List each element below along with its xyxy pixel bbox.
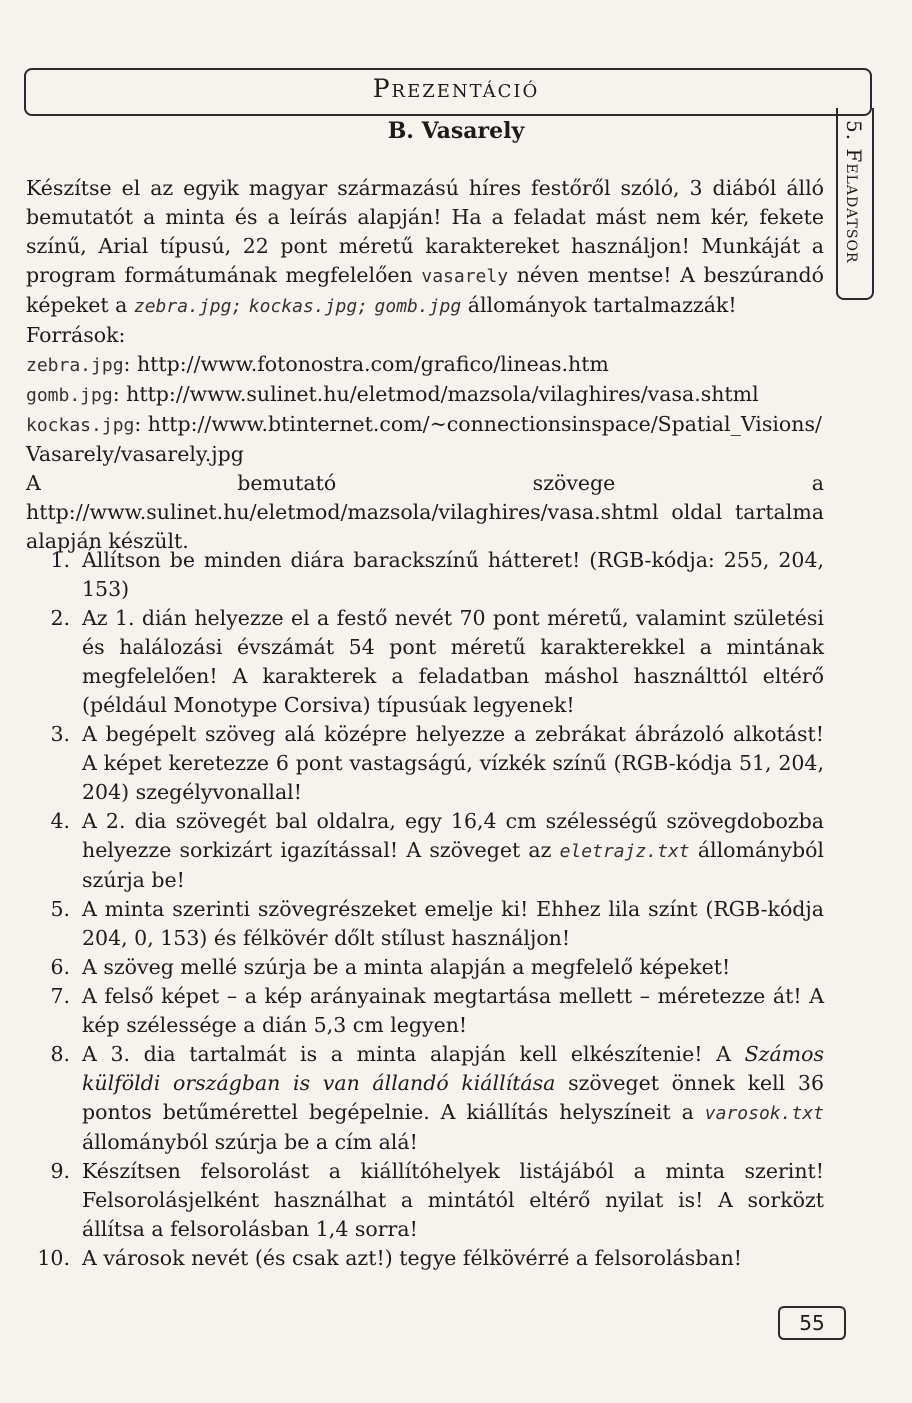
list-item: 9. Készítsen felsorolást a kiállítóhelyek listájából a minta szerint! Felsorolásjelként használhat a mintától eltérő nyilat is! A sorközt állítsa a felsorolásban 1,4 sorra! [50, 1159, 824, 1241]
list-item: 7. A felső képet – a kép arányainak megtartása mellett – méretezze át! A kép szélessége a dián 5,3 cm legyen! [50, 984, 824, 1037]
source-line: kockas.jpg: http://www.btinternet.com/~connectionsinspace/Spatial_Visions/Vasarely/vasarely.jpg [26, 412, 822, 466]
file-name: varosok.txt [704, 1103, 824, 1124]
list-item: 1. Állítson be minden diára barackszínű hátteret! (RGB-kódja: 255, 204, 153) [50, 548, 824, 601]
section-title: Prezentáció [372, 74, 540, 103]
intro-paragraph: Készítse el az egyik magyar származású híres festőről szóló, 3 diából álló bemutatót a minta és a leírás alapján! Ha a feladat mást nem kér, fekete színű, Arial típusú, 22 pont méretű karaktereket használjon! Munkáját a program formátumának megfelelően vasarely néven mentse! A beszúrandó képeket a zebra.jpg; kockas.jpg; gomb.jpg állományok tartalmazzák! [26, 176, 824, 317]
page-subtitle: B. Vasarely [387, 118, 525, 144]
list-item: 10. A városok nevét (és csak azt!) tegye félkövérré a felsorolásban! [37, 1246, 743, 1270]
list-item: 2. Az 1. dián helyezze el a festő nevét 70 pont méretű, valamint születési és halálozási évszámát 54 pont méretű karakterekkel a mintának megfelelően! A karakterek a feladatban máshol használttól eltérő (például Monotype Corsiva) típusúak legyenek! [50, 606, 824, 717]
file-name: gomb.jpg [374, 296, 462, 317]
intro-text [26, 174, 824, 556]
list-item: 3. A begépelt szöveg alá középre helyezze a zebrákat ábrázoló alkotást! A képet keretezze 6 pont vastagságú, vízkék színű (RGB-kódja 51, 204, 204) szegélyvonallal! [50, 722, 824, 804]
list-item: 5. A minta szerinti szövegrészeket emelje ki! Ehhez lila színt (RGB-kódja 204, 0, 153) és félkövér dőlt stílust használjon! [50, 897, 824, 950]
task-list [26, 546, 824, 1273]
list-item: 4. A 2. dia szövegét bal oldalra, egy 16,4 cm szélességű szövegdobozba helyezze sorkizárt igazítással! A szöveget az eletrajz.txt állományból szúrja be! [50, 809, 824, 892]
file-name: kockas.jpg; [248, 296, 368, 317]
page-number: 55 [778, 1306, 846, 1340]
side-tab-label: 5. Feladatsor [842, 120, 866, 264]
source-line: zebra.jpg: http://www.fotonostra.com/grafico/lineas.htm [26, 352, 609, 376]
sources-label: Források: [26, 323, 126, 347]
file-name: vasarely [421, 266, 509, 287]
file-name: zebra.jpg; [133, 296, 243, 317]
list-item: 6. A szöveg mellé szúrja be a minta alapján a megfelelő képeket! [50, 955, 731, 979]
file-name: eletrajz.txt [559, 841, 690, 862]
source-line: gomb.jpg: http://www.sulinet.hu/eletmod/mazsola/vilaghires/vasa.shtml [26, 382, 759, 406]
list-item: 8. A 3. dia tartalmát is a minta alapján kell elkészítenie! A Számos külföldi országban is van állandó kiállítása szöveget önnek kell 36 pontos betűmérettel begépelnie. A kiállítás helyszíneit a varosok.txt állományból szúrja be a cím alá! [50, 1042, 824, 1154]
closing-note: A bemutató szövege a http://www.sulinet.hu/eletmod/mazsola/vilaghires/vasa.shtml oldal tartalma alapján készült. [26, 471, 824, 553]
